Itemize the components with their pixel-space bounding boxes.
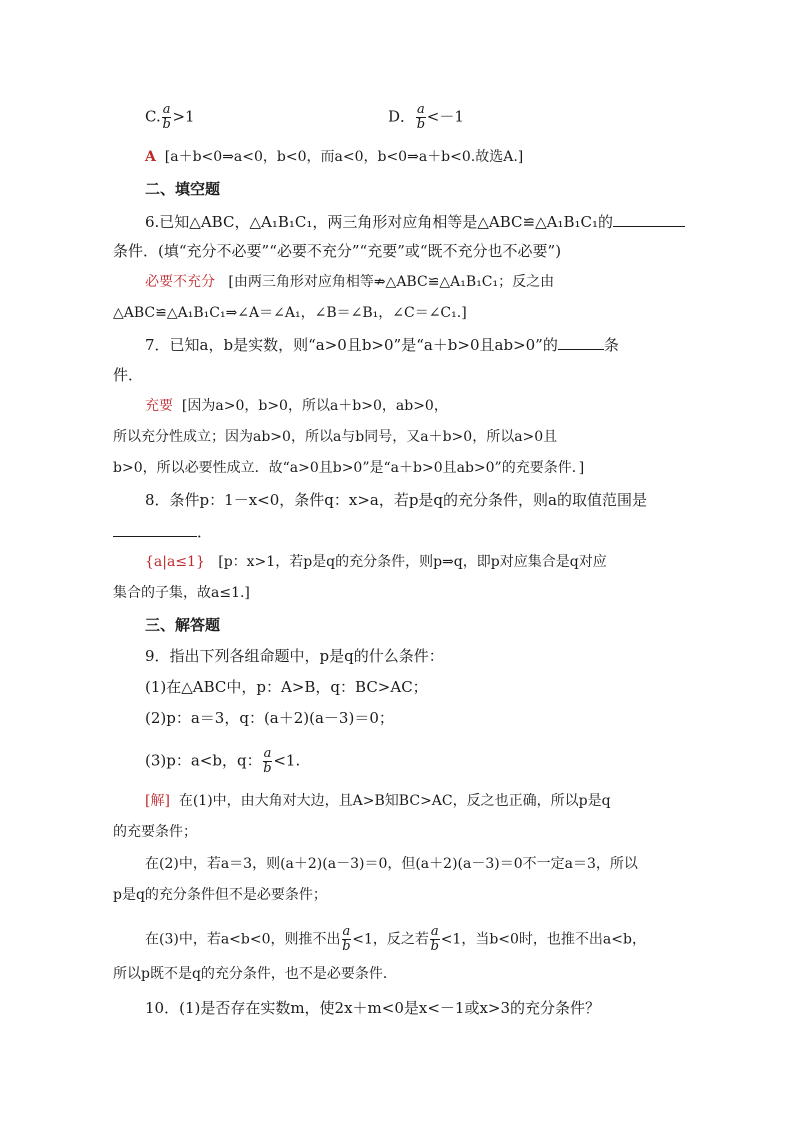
- q8-answer: [145, 551, 607, 573]
- solution-text: 在(3)中，若a<b<0，则推不出: [145, 931, 341, 948]
- answer-blank: [113, 520, 197, 537]
- q8-stem-line1: 8．条件p：1－x<0，条件q：x>a，若p是q的充分条件，则a的取值范围是: [145, 491, 647, 509]
- q6-stem-line2: 条件．(填“充分不必要”“必要不充分”“充要”或“既不充分也不必要”): [113, 242, 562, 260]
- answer-explanation: [由两三角形对应角相等⇏△ABC≌△A₁B₁C₁；反之由: [228, 274, 555, 290]
- q6-text: 6.已知△ABC，△A₁B₁C₁，两三角形对应角相等是△ABC≌△A₁B₁C₁的: [145, 213, 613, 231]
- q9-part3-text: (3)p：a<b，q：: [145, 751, 262, 770]
- solution-tag: [解]: [145, 793, 170, 809]
- q5-answer: [145, 146, 523, 168]
- q7-text: 7．已知a，b是实数，则“a>0且b>0”是“a＋b>0且ab>0”的: [145, 336, 558, 354]
- q10-stem: 10．(1)是否存在实数m，使2x＋m<0是x<－1或x>3的充分条件？: [145, 999, 601, 1017]
- q7-explain-line3: b>0，所以必要性成立．故“a>0且b>0”是“a＋b>0且ab>0”的充要条件．]: [113, 460, 585, 476]
- solution-text: <1，当b<0时，也推不出a<b，: [440, 931, 646, 948]
- fraction-a-over-b: $\frac{a}{b}$: [162, 102, 171, 132]
- choice-c: [145, 103, 195, 132]
- choice-c-label: C.: [145, 107, 161, 126]
- q7-text-end: 条: [603, 336, 619, 354]
- q6-stem-line1: [145, 210, 685, 233]
- q7-stem-line2: 件．: [113, 366, 144, 384]
- q9-solution-line2b: p是q的充分条件但不是必要条件；: [113, 887, 327, 903]
- q8-stem-line2: [113, 520, 212, 543]
- answer-text: 充要: [145, 398, 173, 414]
- answer-explanation: [因为a>0，b>0，所以a＋b>0，ab>0，: [181, 398, 448, 414]
- q7-explain-line2: 所以充分性成立；因为ab>0，所以a与b同号，又a＋b>0，所以a>0且: [113, 429, 558, 445]
- choice-d-relation: <－1: [426, 107, 464, 126]
- answer-blank: [613, 210, 685, 227]
- section-heading-solutions: 三、解答题: [145, 616, 221, 634]
- q8-explain-line2: 集合的子集，故a≤1.]: [113, 585, 250, 601]
- q9-solution-line1: [145, 790, 611, 812]
- q9-solution-line1b: 的充要条件；: [113, 824, 197, 840]
- choice-c-relation: >1: [172, 107, 195, 126]
- q9-part3: [145, 747, 300, 776]
- q9-part1: (1)在△ABC中，p：A>B，q：BC>AC；: [145, 678, 428, 696]
- fraction-a-over-b: $\frac{a}{b}$: [430, 924, 439, 954]
- q9-part3-end: <1.: [273, 751, 301, 770]
- q8-text-end: ．: [197, 523, 213, 541]
- q6-answer: [145, 271, 554, 293]
- answer-explanation: [p：x>1，若p是q的充分条件，则p⇒q，即p对应集合是q对应: [218, 554, 607, 570]
- answer-text: 必要不充分: [145, 274, 215, 290]
- answer-letter: A: [145, 149, 156, 165]
- q9-part2: (2)p：a＝3，q：(a＋2)(a－3)＝0；: [145, 709, 394, 727]
- q9-solution-line3b: 所以p既不是q的充分条件，也不是必要条件．: [113, 966, 397, 982]
- choice-d: [388, 103, 464, 132]
- choice-d-label: D．: [388, 107, 416, 126]
- fraction-a-over-b: $\frac{a}{b}$: [342, 924, 351, 954]
- q9-solution-line3: [145, 925, 646, 954]
- section-heading-fill-in: 二、填空题: [145, 180, 221, 198]
- fraction-a-over-b: $\frac{a}{b}$: [263, 746, 272, 776]
- fraction-a-over-b: $\frac{a}{b}$: [416, 102, 426, 132]
- q7-answer: [145, 395, 448, 417]
- answer-explanation: [a＋b<0⇒a<0，b<0，而a<0，b<0⇒a＋b<0.故选A.]: [164, 149, 524, 165]
- q9-stem: 9．指出下列各组命题中，p是q的什么条件：: [145, 647, 444, 665]
- solution-text: <1，反之若: [352, 931, 429, 948]
- q7-stem-line1: [145, 333, 619, 356]
- solution-text: 在(1)中，由大角对大边，且A>B知BC>AC，反之也正确，所以p是q: [178, 793, 611, 809]
- answer-text: {a|a≤1}: [145, 554, 205, 570]
- q6-explain-line2: △ABC≌△A₁B₁C₁⇒∠A＝∠A₁，∠B＝∠B₁，∠C＝∠C₁.]: [113, 305, 467, 321]
- q9-solution-line2: 在(2)中，若a＝3，则(a＋2)(a－3)＝0，但(a＋2)(a－3)＝0不一定a＝3，所以: [145, 856, 638, 872]
- answer-blank: [558, 333, 604, 350]
